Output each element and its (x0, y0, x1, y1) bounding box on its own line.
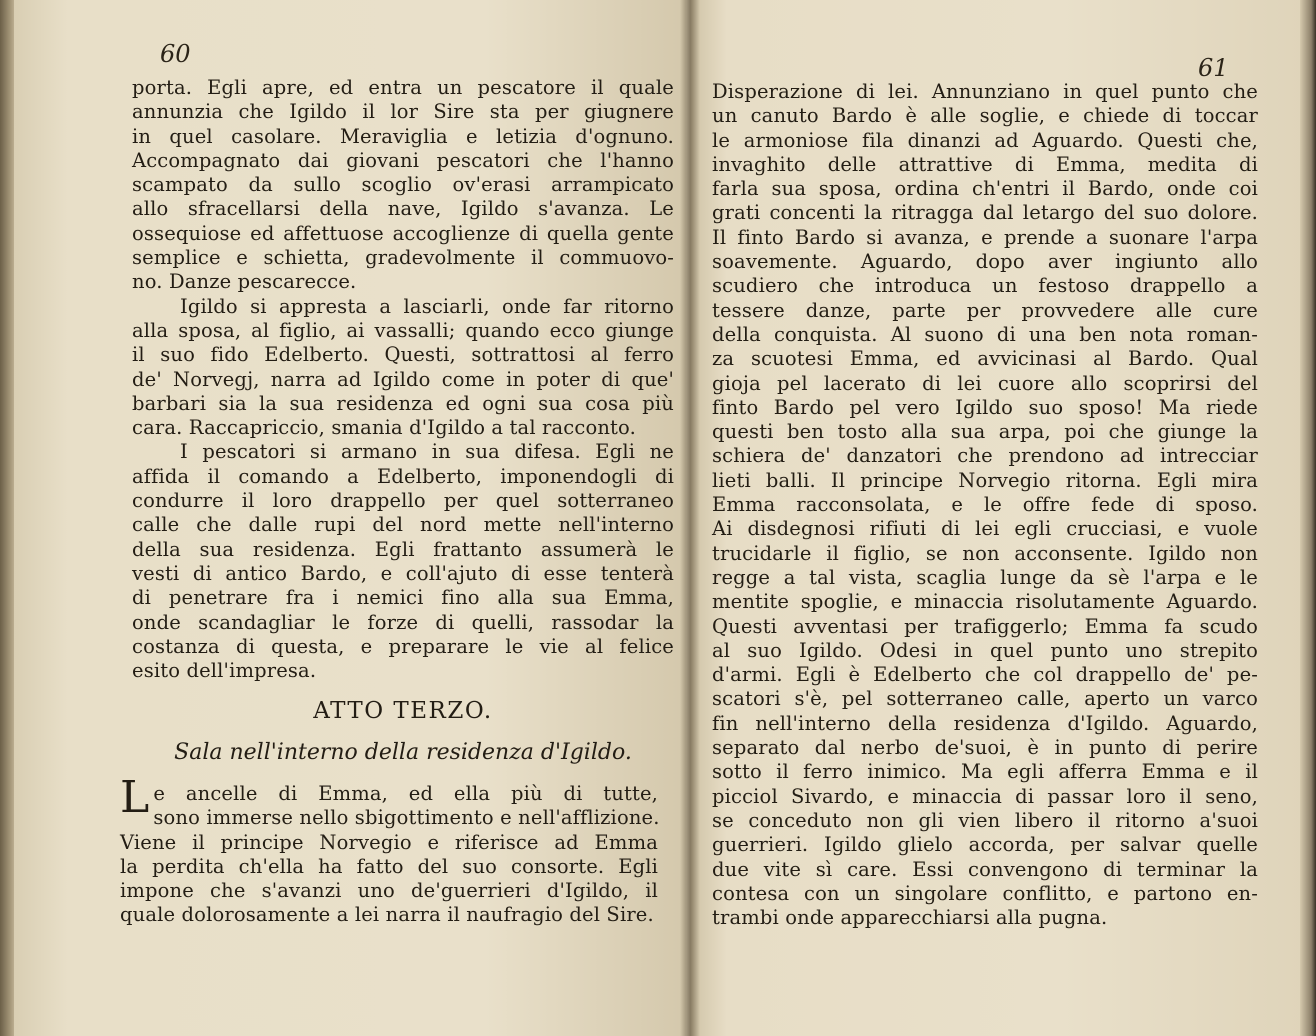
text-line: ossequiose ed affettuose accoglienze di quella gente (132, 221, 674, 245)
text-line: sono immerse nello sbigottimento e nell'afflizione. (153, 806, 660, 830)
text-line: due vite sì care. Essi convengono di terminar la (712, 857, 1258, 881)
text-line: trambi onde apparecchiarsi alla pugna. (712, 906, 1108, 930)
text-line: cara. Raccapriccio, smania d'Igildo a tal racconto. (132, 416, 636, 440)
text-line: sotto il ferro inimico. Ma egli afferra Emma e il (712, 760, 1258, 784)
book-gutter (680, 0, 700, 1036)
text-line: questi ben tosto alla sua arpa, poi che giunge la (712, 420, 1258, 444)
scene-title: Sala nell'interno della residenza d'Igildo. (174, 740, 632, 765)
text-line: Il finto Bardo si avanza, e prende a suonare l'arpa (712, 225, 1258, 249)
text-line: annunzia che Igildo il lor Sire sta per giugnere (132, 100, 674, 124)
page-number-left: 60 (160, 40, 191, 68)
text-line: della conquista. Al suono di una ben nota roman- (712, 322, 1258, 346)
act-title: ATTO TERZO. (313, 698, 493, 724)
text-line: Emma racconsolata, e le offre fede di sposo. (712, 493, 1258, 517)
text-line: de' Norvegj, narra ad Igildo come in poter di que' (132, 367, 674, 391)
drop-cap: L (120, 772, 150, 823)
text-line: porta. Egli apre, ed entra un pescatore il quale (132, 76, 674, 99)
text-line: di penetrare fra i nemici fino alla sua Emma, (132, 586, 674, 610)
text-line: mentite spoglie, e minaccia risolutamente Aguardo. (712, 590, 1258, 614)
text-line: d'armi. Egli è Edelberto che col drappello de' pe- (712, 663, 1258, 687)
text-line: Accompagnato dai giovani pescatori che l'hanno (132, 148, 674, 172)
text-line: il suo fido Edelberto. Questi, sottrattosi al ferro (132, 343, 674, 367)
text-line: finto Bardo pel vero Igildo suo sposo! Ma riede (712, 395, 1258, 419)
text-line: gioja pel lacerato di lei cuore allo scoprirsi del (712, 371, 1258, 395)
text-line: barbari sia la sua residenza ed ogni sua cosa più (132, 391, 674, 415)
text-line: grati concenti la ritragga dal letargo del suo dolore. (712, 201, 1258, 225)
text-line: za scuotesi Emma, ed avvicinasi al Bardo. Qual (712, 347, 1258, 371)
text-line: guerrieri. Igildo glielo accorda, per salvar quelle (712, 833, 1258, 857)
left-page-text (132, 76, 674, 683)
text-line: un canuto Bardo è alle soglie, e chiede di toccar (712, 104, 1258, 128)
text-line: della sua residenza. Egli frattanto assumerà le (132, 537, 674, 561)
text-line: allo sfracellarsi della nave, Igildo s'avanza. Le (132, 197, 674, 221)
text-line: regge a tal vista, scaglia lunge da sè l'arpa e le (712, 565, 1258, 589)
text-line: scudiero che introduca un festoso drappello a (712, 274, 1258, 298)
text-line: scatori s'è, pel sotterraneo calle, aperto un varco (712, 687, 1258, 711)
text-line: Viene il principe Norvegio e riferisce ad Emma (120, 830, 658, 854)
text-line: separato dal nerbo de'suoi, è in punto di perire (712, 736, 1258, 760)
text-line: le armoniose fila dinanzi ad Aguardo. Questi che, (712, 128, 1258, 152)
text-line: schiera de' danzatori che prendono ad intrecciar (712, 444, 1258, 468)
text-line: al suo Igildo. Odesi in quel punto uno strepito (712, 638, 1258, 662)
book-edge-right (1300, 0, 1316, 1036)
text-line: onde scandagliar le forze di quelli, rassodar la (132, 610, 674, 634)
act-text (120, 772, 660, 928)
text-line: lieti balli. Il principe Norvegio ritorna. Egli mira (712, 468, 1258, 492)
text-line: affida il comando a Edelberto, imponendogli di (132, 464, 674, 488)
right-page-text (712, 80, 1258, 930)
text-line: la perdita ch'ella ha fatto del suo consorte. Egli (120, 854, 658, 878)
text-line: contesa con un singolare conflitto, e partono en- (712, 881, 1258, 905)
text-line: in quel casolare. Meraviglia e letizia d'ognuno. (132, 124, 674, 148)
text-line: no. Danze pescarecce. (132, 270, 357, 294)
text-line: fin nell'interno della residenza d'Igildo. Aguardo, (712, 711, 1258, 735)
text-line: semplice e schietta, gradevolmente il commuovo- (132, 246, 674, 270)
text-line: calle che dalle rupi del nord mette nell'interno (132, 513, 674, 537)
text-line: Questi avventasi per trafiggerlo; Emma fa scudo (712, 614, 1258, 638)
text-line: quale dolorosamente a lei narra il naufragio del Sire. (120, 903, 654, 927)
text-line: costanza di questa, e preparare le vie al felice (132, 634, 674, 658)
text-line: condurre il loro drappello per quel sotterraneo (132, 489, 674, 513)
text-line: esito dell'impresa. (132, 659, 317, 683)
text-line: alla sposa, al figlio, ai vassalli; quando ecco giunge (132, 318, 674, 342)
text-line: Igildo si appresta a lasciarli, onde far ritorno (180, 294, 674, 318)
text-line: I pescatori si armano in sua difesa. Egli ne (180, 440, 674, 464)
text-line: Disperazione di lei. Annunziano in quel punto che (712, 80, 1258, 103)
text-line: farla sua sposa, ordina ch'entri il Bardo, onde coi (712, 177, 1258, 201)
page-number-right: 61 (1198, 54, 1229, 82)
text-line: trucidarle il figlio, se non acconsente. Igildo non (712, 541, 1258, 565)
text-line: scampato da sullo scoglio ov'erasi arrampicato (132, 173, 674, 197)
text-line: se conceduto non gli vien libero il ritorno a'suoi (712, 808, 1258, 832)
text-line: picciol Sivardo, e minaccia di passar loro il seno, (712, 784, 1258, 808)
text-line: impone che s'avanzi uno de'guerrieri d'Igildo, il (120, 879, 658, 903)
text-line: e ancelle di Emma, ed ella più di tutte, (153, 782, 658, 805)
text-line: Ai disdegnosi rifiuti di lei egli crucciasi, e vuole (712, 517, 1258, 541)
text-line: soavemente. Aguardo, dopo aver ingiunto allo (712, 250, 1258, 274)
text-line: tessere danze, parte per provvedere alle cure (712, 298, 1258, 322)
text-line: invaghito delle attrattive di Emma, medita di (712, 152, 1258, 176)
text-line: vesti di antico Bardo, e coll'ajuto di esse tenterà (132, 561, 674, 585)
